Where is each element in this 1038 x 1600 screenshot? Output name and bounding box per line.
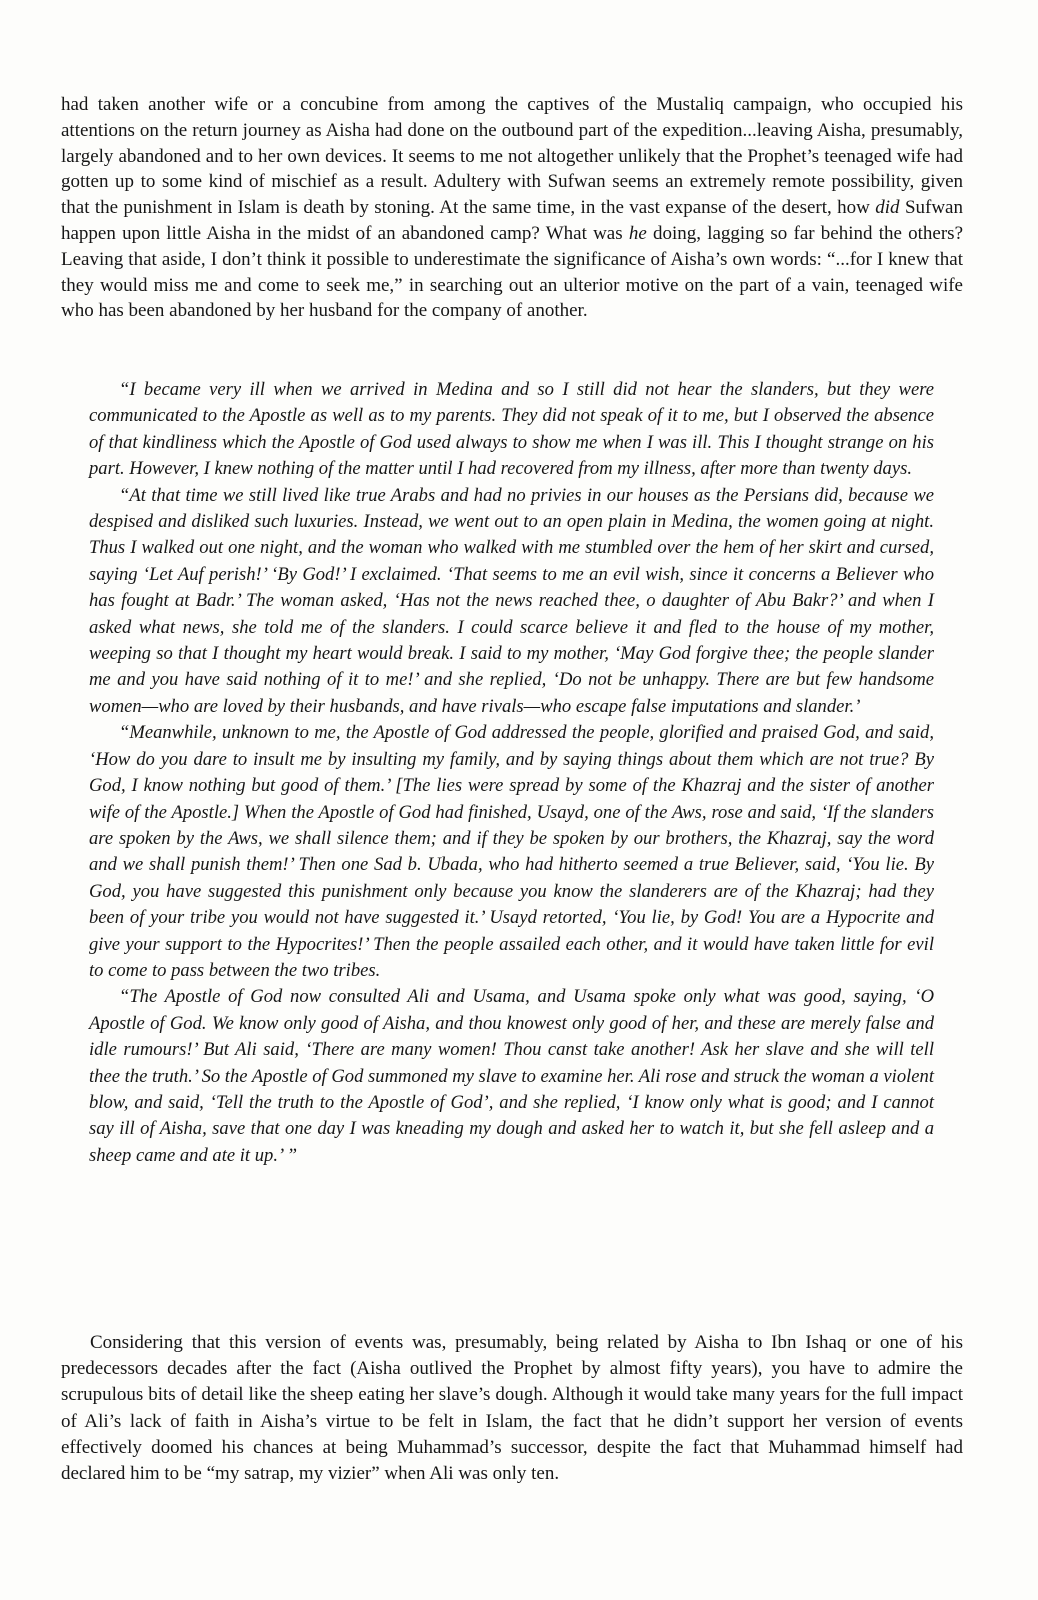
- closing-paragraph: Considering that this version of events was, presumably, being related by Aisha to Ibn Ishaq or one of his predecessors decades after the fact (Aisha outlived the Prophet by almost fifty years), you have to admire the scrupulous bits of detail like the sheep eating her slave’s dough. Although it would take many years for the full impact of Ali’s lack of faith in Aisha’s virtue to be felt in Islam, the fact that he didn’t support her version of events effectively doomed his chances at being Muhammad’s successor, despite the fact that Muhammad himself had declared him to be “my satrap, my vizier” when Ali was only ten.: [61, 1332, 963, 1485]
- intro-emphasis-he: he: [628, 222, 647, 244]
- intro-text-3: doing, lagging so far behind the others? Leaving that aside, I don’t think it possible to underestimate the significance of Aisha’s own words: “...for I knew that they would miss me and come to seek me,” in searching out an ulterior motive on the part of a vain, teenaged wife who has been abandoned by her husband for the company of another.: [61, 222, 963, 322]
- quote-paragraph-4: “The Apostle of God now consulted Ali and Usama, and Usama spoke only what was good, saying, ‘O Apostle of God. We know only good of Aisha, and thou knowest only good of her, and these are merely false and idle rumours!’ But Ali said, ‘There are many women! Thou canst take another! Ask her slave and she will tell thee the truth.’ So the Apostle of God summoned my slave to examine her. Ali rose and struck the woman a violent blow, and said, ‘Tell the truth to the Apostle of God’, and she replied, ‘I know only what is good; and I cannot say ill of Aisha, save that one day I was kneading my dough and asked her to watch it, but she fell asleep and a sheep came and ate it up.’ ”: [89, 986, 935, 1166]
- closing-section: [61, 1330, 963, 1487]
- intro-text-1: had taken another wife or a concubine from among the captives of the Mustaliq campaign, who occupied his attentions on the return journey as Aisha had done on the outbound part of the expedition...leaving Aisha, presumably, largely abandoned and to her own devices. It seems to me not altogether unlikely that the Prophet’s teenaged wife had gotten up to some kind of mischief as a result. Adultery with Sufwan seems an extremely remote possibility, given that the punishment in Islam is death by stoning. At the same time, in the vast expanse of the desert, how: [61, 94, 963, 219]
- quote-paragraph-1: “I became very ill when we arrived in Medina and so I still did not hear the slanders, but they were communicated to the Apostle as well as to my parents. They did not speak of it to me, but I observed the absence of that kindliness which the Apostle of God used always to show me when I was ill. This I thought strange on his part. However, I knew nothing of the matter until I had recovered from my illness, after more than twenty days.: [89, 379, 934, 480]
- block-quotation: [89, 377, 934, 1169]
- quote-paragraph-3: “Meanwhile, unknown to me, the Apostle of God addressed the people, glorified and praised God, and said, ‘How do you dare to insult me by insulting my family, and by saying things about them which are not true? By God, I know nothing but good of them.’ [The lies were spread by some of the Khazraj and the sister of another wife of the Apostle.] When the Apostle of God had finished, Usayd, one of the Aws, rose and said, ‘If the slanders are spoken by the Aws, we shall silence them; and if they be spoken by our brothers, the Khazraj, say the word and we shall punish them!’ Then one Sad b. Ubada, who had hitherto seemed a true Believer, said, ‘You lie. By God, you have suggested this punishment only because you know the slanderers are of the Khazraj; had they been of your tribe you would not have suggested it.’ Usayd retorted, ‘You lie, by God! You are a Hypocrite and give your support to the Hypocrites!’ Then the people assailed each other, and it would have taken little for evil to come to pass between the two tribes.: [89, 722, 934, 981]
- quote-paragraph-2: “At that time we still lived like true Arabs and had no privies in our houses as the Persians did, because we despised and disliked such luxuries. Instead, we went out to an open plain in Medina, the women going at night. Thus I walked out one night, and the woman who walked with me stumbled over the hem of her skirt and cursed, saying ‘Let Auf perish!’ ‘By God!’ I exclaimed. ‘That seems to me an evil wish, since it concerns a Believer who has fought at Badr.’ The woman asked, ‘Has not the news reached thee, o daughter of Abu Bakr?’ and when I asked what news, she told me of the slanders. I could scarce believe it and fled to the house of my mother, weeping so that I thought my heart would break. I said to my mother, ‘May God forgive thee; the people slander me and you have said nothing of it to me!’ and she replied, ‘Do not be unhappy. There are but few handsome women—who are loved by their husbands, and have rivals—who escape false imputations and slander.’: [89, 484, 934, 717]
- intro-text-2: Sufwan happen upon little Aisha in the midst of an abandoned camp? What was: [61, 197, 963, 244]
- intro-paragraph: [61, 92, 963, 324]
- intro-emphasis-did: did: [875, 197, 900, 219]
